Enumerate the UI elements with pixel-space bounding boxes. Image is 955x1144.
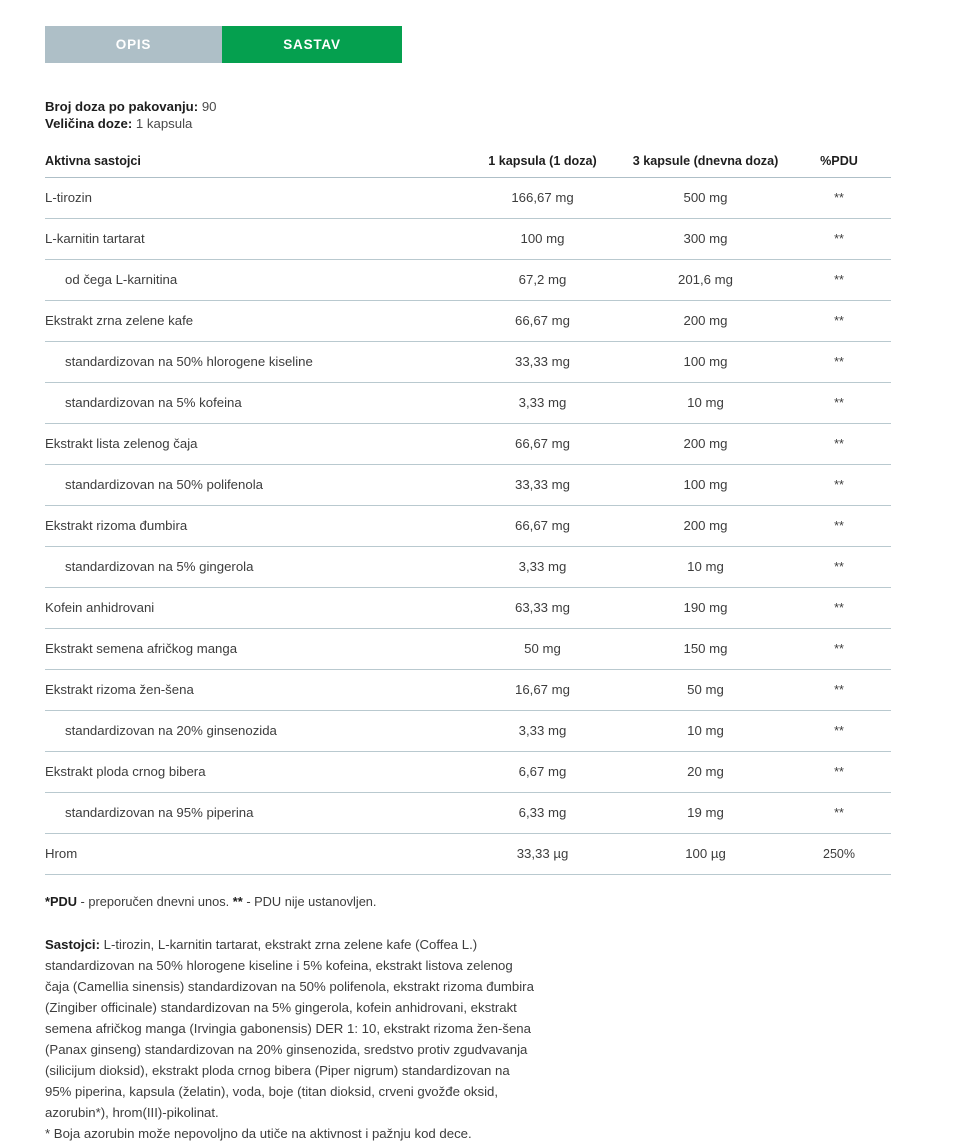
cell-one-capsule: 6,67 mg <box>461 752 624 793</box>
cell-one-capsule: 100 mg <box>461 219 624 260</box>
cell-three-capsules: 50 mg <box>624 670 787 711</box>
cell-pdu: ** <box>787 301 891 342</box>
cell-three-capsules: 200 mg <box>624 506 787 547</box>
cell-pdu: ** <box>787 383 891 424</box>
cell-one-capsule: 6,33 mg <box>461 793 624 834</box>
product-composition-page <box>0 26 955 1141</box>
cell-ingredient-name: standardizovan na 95% piperina <box>45 793 461 834</box>
cell-ingredient-name: standardizovan na 50% hlorogene kiseline <box>45 342 461 383</box>
dose-size-label: Veličina doze: <box>45 115 133 131</box>
cell-three-capsules: 100 mg <box>624 342 787 383</box>
cell-pdu: ** <box>787 219 891 260</box>
cell-pdu: ** <box>787 711 891 752</box>
cell-pdu: ** <box>787 670 891 711</box>
cell-three-capsules: 200 mg <box>624 424 787 465</box>
table-row <box>45 547 891 588</box>
cell-three-capsules: 19 mg <box>624 793 787 834</box>
cell-ingredient-name: Ekstrakt zrna zelene kafe <box>45 301 461 342</box>
cell-pdu: ** <box>787 260 891 301</box>
cell-one-capsule: 33,33 mg <box>461 342 624 383</box>
cell-three-capsules: 100 µg <box>624 834 787 875</box>
pdu-footnote <box>45 893 955 910</box>
cell-pdu: ** <box>787 547 891 588</box>
dose-size-value: 1 kapsula <box>135 115 193 131</box>
ingredients-text: L-tirozin, L-karnitin tartarat, ekstrakt zrna zelene kafe (Coffea L.) standardizovan na 50% hlorogene kiseline i 5% kofeina, ekstrakt listova zelenog čaja (Camellia sinensis) standardizovan na 50% polifenola, ekstrakt rizoma đumbira (Zingiber officinale) standardizovan na 5% gingerola, kofein anhidrovani, ekstrakt semena afričkog manga (Irvingia gabonensis) DER 1: 10, ekstrakt rizoma žen-šena (Panax ginseng) standardizovan na 20% ginsenozida, sredstvo protiv zgudvavanja (silicijum dioksid), ekstrakt ploda crnog bibera (Piper nigrum) standardizovan na 95% piperina, kapsula (želatin), voda, boje (titan dioksid, crveni gvožđe oksid, azorubin*), hrom(III)-pikolinat. <box>45 937 534 1120</box>
table-row <box>45 711 891 752</box>
table-row <box>45 465 891 506</box>
cell-one-capsule: 66,67 mg <box>461 424 624 465</box>
cell-three-capsules: 10 mg <box>624 711 787 752</box>
cell-one-capsule: 166,67 mg <box>461 178 624 219</box>
cell-pdu: ** <box>787 342 891 383</box>
table-row <box>45 834 891 875</box>
cell-pdu: ** <box>787 424 891 465</box>
doses-per-pack-label: Broj doza po pakovanju: <box>45 99 199 114</box>
table-row <box>45 178 891 219</box>
cell-ingredient-name: Ekstrakt rizoma đumbira <box>45 506 461 547</box>
cell-three-capsules: 500 mg <box>624 178 787 219</box>
cell-one-capsule: 50 mg <box>461 629 624 670</box>
table-row <box>45 506 891 547</box>
cell-pdu: ** <box>787 506 891 547</box>
cell-pdu: ** <box>787 629 891 670</box>
cell-one-capsule: 3,33 mg <box>461 547 624 588</box>
cell-ingredient-name: od čega L-karnitina <box>45 260 461 301</box>
cell-ingredient-name: standardizovan na 5% gingerola <box>45 547 461 588</box>
cell-pdu: ** <box>787 465 891 506</box>
cell-one-capsule: 3,33 mg <box>461 383 624 424</box>
table-row <box>45 588 891 629</box>
cell-one-capsule: 16,67 mg <box>461 670 624 711</box>
cell-three-capsules: 150 mg <box>624 629 787 670</box>
table-body <box>45 178 891 875</box>
ingredients-label: Sastojci: <box>45 937 100 952</box>
cell-three-capsules: 10 mg <box>624 383 787 424</box>
cell-one-capsule: 67,2 mg <box>461 260 624 301</box>
cell-pdu: ** <box>787 752 891 793</box>
table-row <box>45 342 891 383</box>
table-row <box>45 424 891 465</box>
cell-pdu: 250% <box>787 834 891 875</box>
table-row <box>45 260 891 301</box>
table-row <box>45 793 891 834</box>
cell-ingredient-name: L-tirozin <box>45 178 461 219</box>
header-pdu: %PDU <box>787 154 891 178</box>
tab-sastav-label: SASTAV <box>283 37 341 52</box>
cell-ingredient-name: Ekstrakt semena afričkog manga <box>45 629 461 670</box>
cell-pdu: ** <box>787 178 891 219</box>
header-name: Aktivna sastojci <box>45 154 461 178</box>
doses-per-pack-line <box>45 99 955 116</box>
table-row <box>45 383 891 424</box>
tab-bar <box>45 26 405 63</box>
cell-three-capsules: 100 mg <box>624 465 787 506</box>
table-head <box>45 154 891 178</box>
table-row <box>45 670 891 711</box>
cell-ingredient-name: Ekstrakt lista zelenog čaja <box>45 424 461 465</box>
pdu-text: - preporučen dnevni unos. <box>77 894 233 909</box>
cell-three-capsules: 201,6 mg <box>624 260 787 301</box>
cell-ingredient-name: L-karnitin tartarat <box>45 219 461 260</box>
table-row <box>45 301 891 342</box>
cell-one-capsule: 66,67 mg <box>461 506 624 547</box>
star-text: - PDU nije ustanovljen. <box>242 894 377 909</box>
table-row <box>45 752 891 793</box>
cell-ingredient-name: Ekstrakt rizoma žen-šena <box>45 670 461 711</box>
ingredients-table <box>45 154 891 875</box>
tab-opis[interactable] <box>45 26 222 63</box>
tab-opis-label: OPIS <box>115 37 152 52</box>
cell-ingredient-name: standardizovan na 50% polifenola <box>45 465 461 506</box>
cell-one-capsule: 66,67 mg <box>461 301 624 342</box>
cell-pdu: ** <box>787 588 891 629</box>
cell-three-capsules: 200 mg <box>624 301 787 342</box>
cell-three-capsules: 300 mg <box>624 219 787 260</box>
dose-info <box>45 99 955 132</box>
cell-three-capsules: 20 mg <box>624 752 787 793</box>
azorubin-note: * Boja azorubin može nepovoljno da utiče na aktivnost i pažnju kod dece. <box>45 1126 472 1141</box>
ingredients-paragraph <box>45 934 535 1144</box>
cell-one-capsule: 3,33 mg <box>461 711 624 752</box>
doses-per-pack-value: 90 <box>201 99 217 114</box>
header-three-capsules: 3 kapsule (dnevna doza) <box>624 154 787 178</box>
dose-size-line <box>45 116 955 133</box>
header-one-capsule: 1 kapsula (1 doza) <box>461 154 624 178</box>
cell-pdu: ** <box>787 793 891 834</box>
cell-ingredient-name: Ekstrakt ploda crnog bibera <box>45 752 461 793</box>
cell-ingredient-name: standardizovan na 20% ginsenozida <box>45 711 461 752</box>
cell-one-capsule: 33,33 µg <box>461 834 624 875</box>
cell-three-capsules: 190 mg <box>624 588 787 629</box>
table-header-row <box>45 154 891 178</box>
table-row <box>45 219 891 260</box>
cell-one-capsule: 63,33 mg <box>461 588 624 629</box>
pdu-mark: *PDU <box>45 894 77 909</box>
tab-sastav[interactable] <box>222 26 402 63</box>
cell-three-capsules: 10 mg <box>624 547 787 588</box>
star-mark: ** <box>232 894 243 909</box>
cell-ingredient-name: Hrom <box>45 834 461 875</box>
cell-ingredient-name: standardizovan na 5% kofeina <box>45 383 461 424</box>
cell-one-capsule: 33,33 mg <box>461 465 624 506</box>
cell-ingredient-name: Kofein anhidrovani <box>45 588 461 629</box>
table-row <box>45 629 891 670</box>
